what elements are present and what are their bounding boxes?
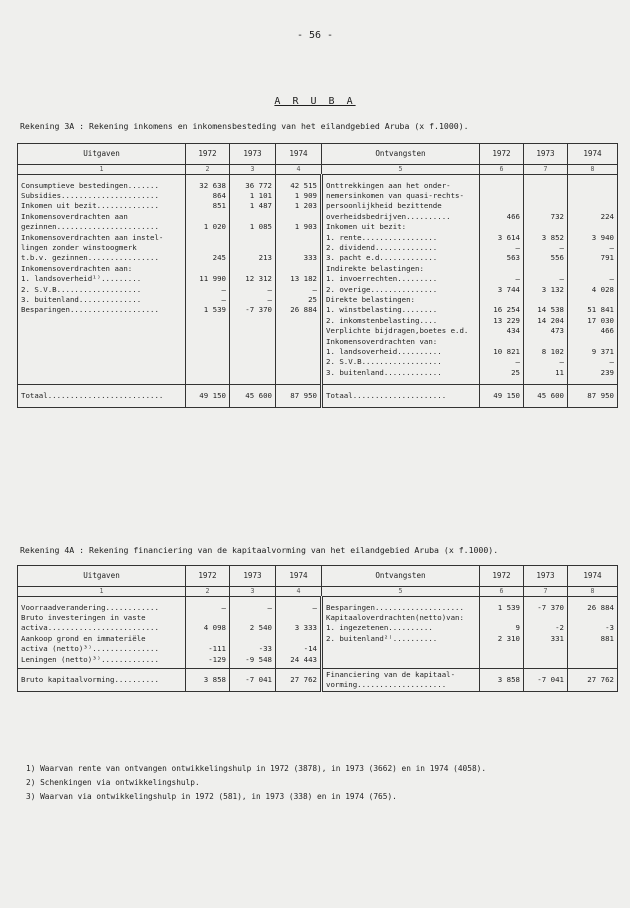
header-1974: 1974 xyxy=(568,566,618,587)
table-row: Inkomensoverdrachten van: xyxy=(18,337,618,347)
header-1974: 1974 xyxy=(568,144,618,165)
col-index: 8 xyxy=(568,165,618,175)
table-3a xyxy=(17,143,618,408)
header-1973: 1973 xyxy=(230,144,276,165)
table-row: gezinnen....................... 1 020 1 085 1 903 Inkomen uit bezit: xyxy=(18,222,618,232)
total-row: Bruto kapitaalvorming.......... 3 858 -7 041 27 762 Financiering van de kapitaal- vorming.................... 3 858 -7 041 27 762 xyxy=(18,669,618,692)
col-index: 8 xyxy=(568,587,618,597)
col-index: 4 xyxy=(276,165,322,175)
col-index: 6 xyxy=(480,587,524,597)
table-row: 2. S.V.B................... – – – 2. overige............... 3 744 3 132 4 028 xyxy=(18,285,618,295)
header-1972: 1972 xyxy=(186,566,230,587)
col-index: 5 xyxy=(322,165,480,175)
table-row: Bruto investeringen in vaste Kapitaaloverdrachten(netto)van: xyxy=(18,613,618,623)
table-row: Leningen (netto)³⁾............. -129 -9 548 24 443 xyxy=(18,655,618,665)
header-1973: 1973 xyxy=(524,566,568,587)
header-1974: 1974 xyxy=(276,144,322,165)
footnote-1: 1) Waarvan rente van ontvangen ontwikkelingshulp in 1972 (3878), in 1973 (3662) en in 1974 (4058). xyxy=(26,764,487,773)
header-uitgaven: Uitgaven xyxy=(18,566,186,587)
table-row: Inkomensoverdrachten aan: Indirekte belastingen: xyxy=(18,264,618,274)
col-index: 3 xyxy=(230,587,276,597)
col-index: 6 xyxy=(480,165,524,175)
table-row: activa......................... 4 098 2 540 3 333 1. ingezetenen.......... 9 -2 -3 xyxy=(18,623,618,633)
footnote-2: 2) Schenkingen via ontwikkelingshulp. xyxy=(26,778,200,787)
table-row: lingen zonder winstoogmerk 2. dividend.............. – – – xyxy=(18,243,618,253)
table-3a-body xyxy=(18,175,618,385)
header-1972: 1972 xyxy=(480,566,524,587)
col-index: 2 xyxy=(186,165,230,175)
col-index: 1 xyxy=(18,587,186,597)
total-row: Totaal.......................... 49 150 45 600 87 950 Totaal..................... 49 150 45 600 87 950 xyxy=(18,384,618,407)
header-1973: 1973 xyxy=(524,144,568,165)
header-1974: 1974 xyxy=(276,566,322,587)
table-4a-caption: Rekening 4A : Rekening financiering van de kapitaalvorming van het eilandgebied Aruba (x f.1000). xyxy=(20,545,499,555)
table-row: 1. landsoverheid¹⁾......... 11 990 12 312 13 182 1. invoerrechten......... – – – xyxy=(18,274,618,284)
country-heading: A R U B A xyxy=(274,96,356,107)
header-uitgaven: Uitgaven xyxy=(18,144,186,165)
table-row: 2. inkomstenbelasting.... 13 229 14 204 17 030 xyxy=(18,316,618,326)
table-row: 3. buitenland.............. – – 25 Direkte belastingen: xyxy=(18,295,618,305)
table-row: Inkomensoverdrachten aan overheidsbedrijven.......... 466 732 224 xyxy=(18,212,618,222)
table-row: Besparingen.................... 1 539 -7 370 26 884 1. winstbelasting........ 16 254 14 538 51 841 xyxy=(18,305,618,315)
col-index: 1 xyxy=(18,165,186,175)
table-row: Subsidies...................... 864 1 101 1 909 nemersinkomen van quasi-rechts- xyxy=(18,191,618,201)
table-row: Inkomensoverdrachten aan instel- 1. rente................. 3 614 3 852 3 940 xyxy=(18,233,618,243)
header-1973: 1973 xyxy=(230,566,276,587)
table-4a-body xyxy=(18,597,618,669)
table-row: Aankoop grond en immateriële 2. buitenland²⁾.......... 2 310 331 881 xyxy=(18,634,618,644)
header-ontvangsten: Ontvangsten xyxy=(322,566,480,587)
col-index: 2 xyxy=(186,587,230,597)
table-row: 1. landsoverheid.......... 10 821 8 102 9 371 xyxy=(18,347,618,357)
table-row: Consumptieve bestedingen....... 32 638 36 772 42 515 Onttrekkingen aan het onder- xyxy=(18,181,618,191)
table-3a-caption: Rekening 3A : Rekening inkomens en inkomensbesteding van het eilandgebied Aruba (x f.1000). xyxy=(20,121,469,131)
table-row: 2. S.V.B.................. – – – xyxy=(18,357,618,367)
col-index: 7 xyxy=(524,165,568,175)
footnote-3: 3) Waarvan via ontwikkelingshulp in 1972 (581), in 1973 (338) en in 1974 (765). xyxy=(26,792,397,801)
table-row: t.b.v. gezinnen................ 245 213 333 3. pacht e.d............. 563 556 791 xyxy=(18,253,618,263)
col-index: 7 xyxy=(524,587,568,597)
col-index: 3 xyxy=(230,165,276,175)
table-4a xyxy=(17,565,618,692)
table-row: Verplichte bijdragen,boetes e.d. 434 473 466 xyxy=(18,326,618,336)
table-row: Inkomen uit bezit.............. 851 1 487 1 203 persoonlijkheid bezittende xyxy=(18,201,618,211)
header-ontvangsten: Ontvangsten xyxy=(322,144,480,165)
page-number: - 56 - xyxy=(296,30,334,41)
col-index: 4 xyxy=(276,587,322,597)
header-1972: 1972 xyxy=(186,144,230,165)
col-index: 5 xyxy=(322,587,480,597)
header-1972: 1972 xyxy=(480,144,524,165)
table-row: Voorraadverandering............ – – – Besparingen.................... 1 539 -7 370 26 884 xyxy=(18,603,618,613)
table-row: activa (netto)³⁾............... -111 -33 -14 xyxy=(18,644,618,654)
table-row: 3. buitenland............. 25 11 239 xyxy=(18,368,618,378)
